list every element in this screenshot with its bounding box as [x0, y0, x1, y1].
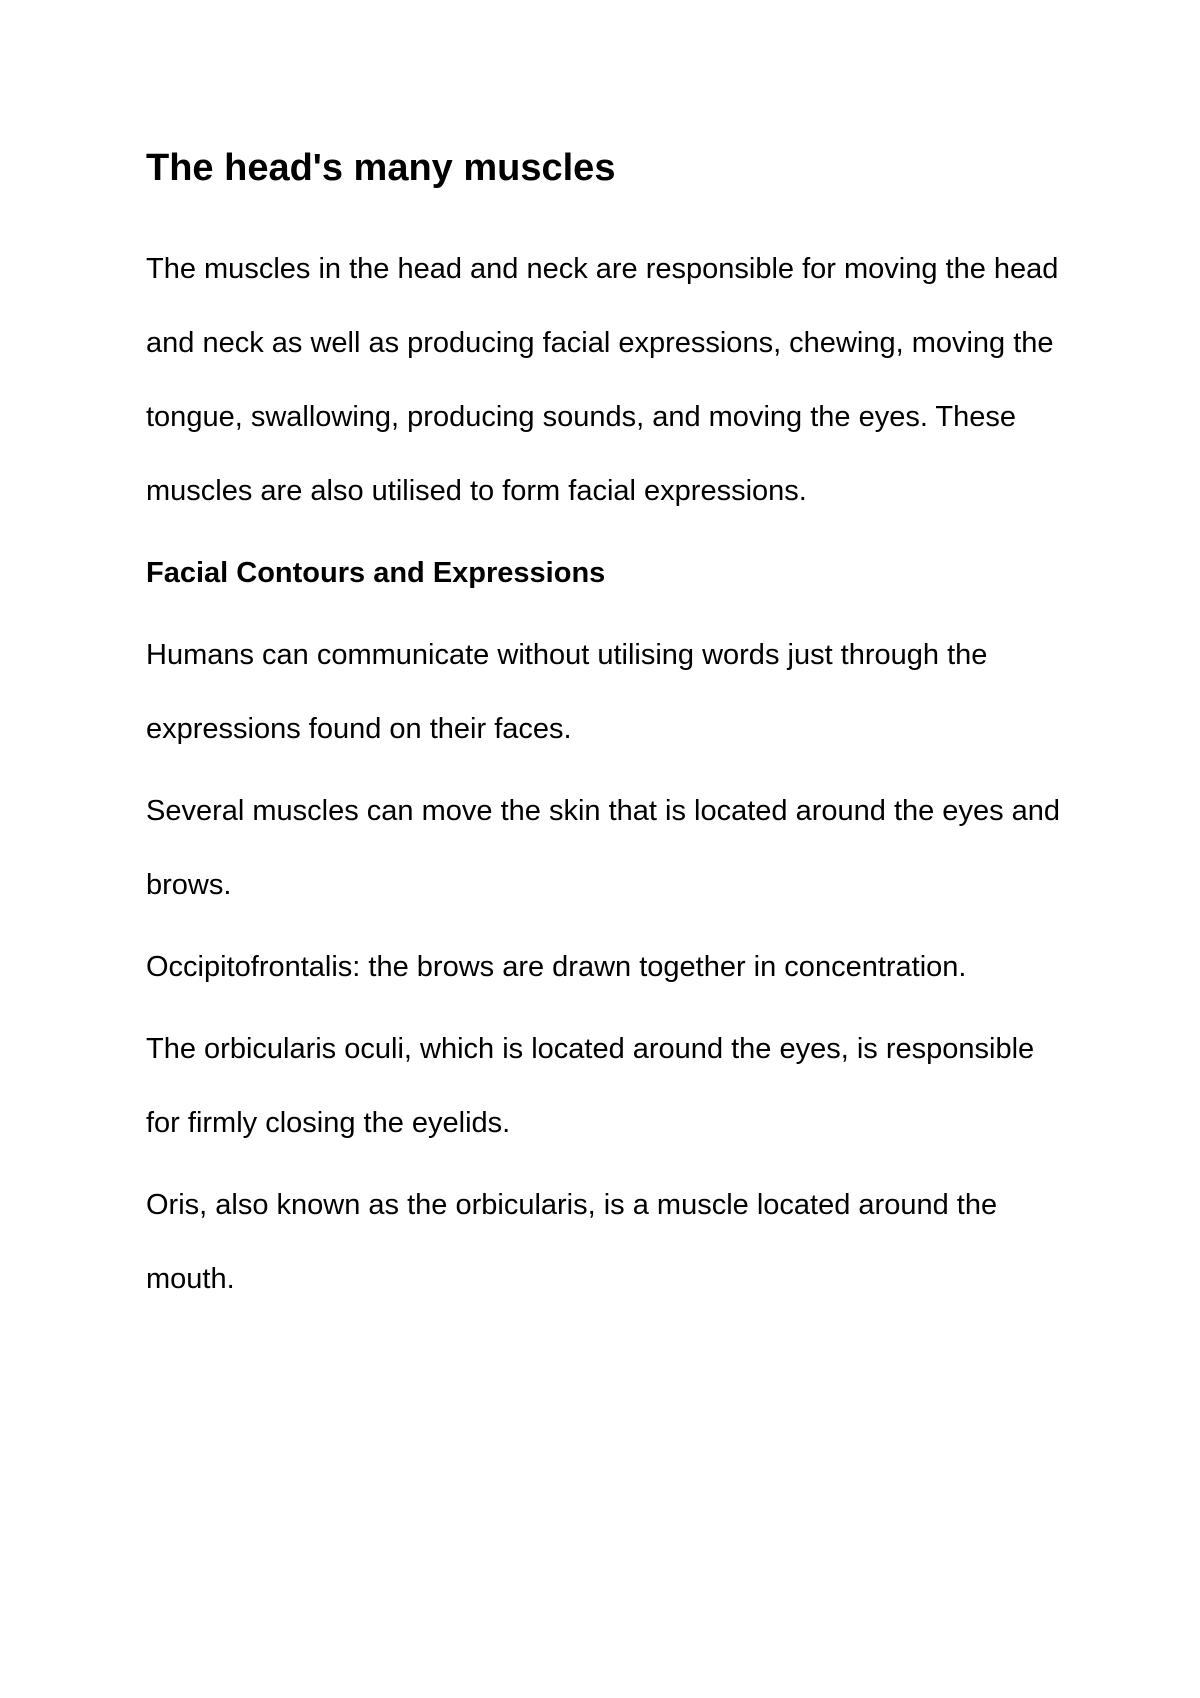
paragraph-communication: Humans can communicate without utilising words just through the expressions found on their faces. — [146, 639, 988, 745]
paragraph-orbicularis-oculi: The orbicularis oculi, which is located around the eyes, is responsible for firmly closing the eyelids. — [146, 1033, 1035, 1139]
intro-paragraph: The muscles in the head and neck are responsible for moving the head and neck as well as producing facial expressions, chewing, moving the tongue, swallowing, producing sounds, and moving the eyes. These muscles are also utilised to form facial expressions. — [146, 253, 1059, 507]
paragraph-occipitofrontalis: Occipitofrontalis: the brows are drawn together in concentration. — [146, 951, 967, 983]
paragraph-eyes-brows: Several muscles can move the skin that is located around the eyes and brows. — [146, 795, 1061, 901]
page-title: The head's many muscles — [146, 147, 616, 189]
document-body — [146, 138, 1066, 1324]
paragraph-oris: Oris, also known as the orbicularis, is a muscle located around the mouth. — [146, 1189, 998, 1295]
section-heading: Facial Contours and Expressions — [146, 557, 606, 589]
